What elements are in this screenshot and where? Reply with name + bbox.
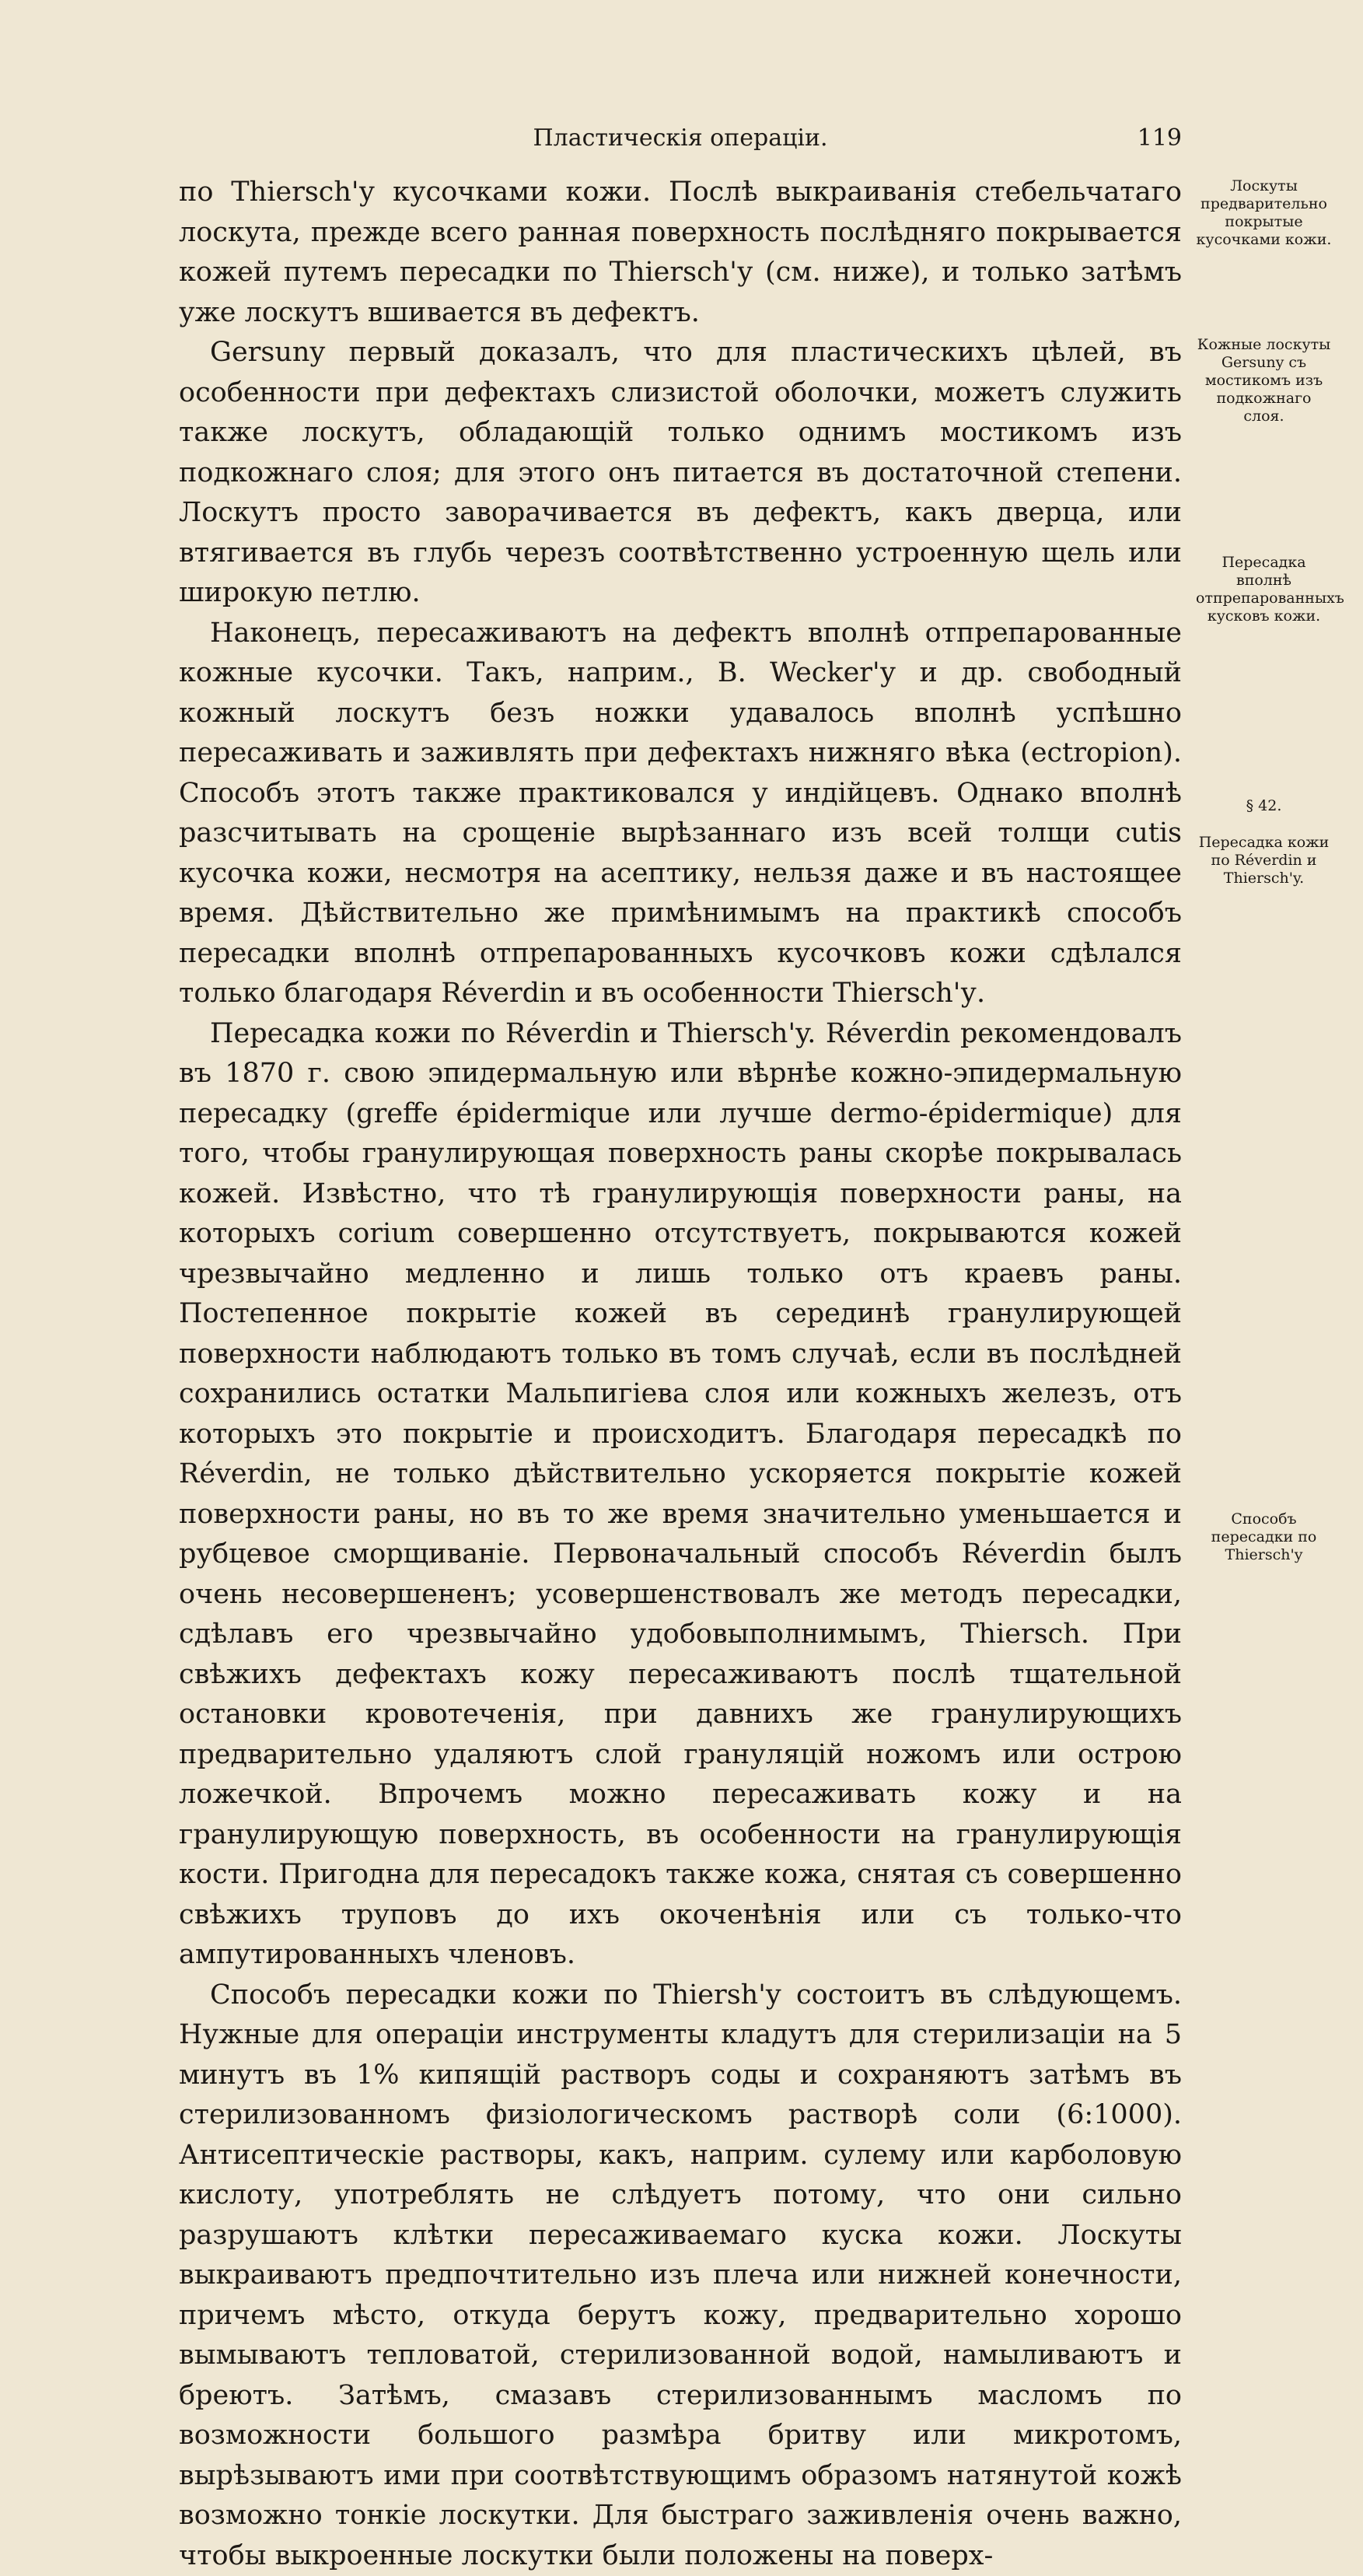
margin-note-2: Кожные лоскуты Gersuny съ мостикомъ изъ подкожнаго слоя. — [1196, 336, 1332, 425]
running-header — [179, 124, 1182, 156]
paragraph-4: Пересадка кожи по Réverdin и Thiersch'y. Réverdin рекомендовалъ въ 1870 г. свою эпидермальную или вѣрнѣе кожно-эпидермальную пересадку (greffe épidermique или лучше dermo-épidermique) для того, чтобы гранулирующая поверхность раны скорѣе покрывалась кожей. Извѣстно, что тѣ гранулирующія поверхности раны, на которыхъ corium совершенно отсутствуетъ, покрываются кожей чрезвычайно медленно и лишь только отъ краевъ раны. Постепенное покрытіе кожей въ серединѣ гранулирующей поверхности наблюдаютъ только въ томъ случаѣ, если въ послѣдней сохранились остатки Мальпигіева слоя или кожныхъ железъ, отъ которыхъ это покрытіе и происходитъ. Благодаря пересадкѣ по Réverdin, не только дѣйствительно ускоряется покрытіе кожей поверхности раны, но въ то же время значительно уменьшается и рубцевое сморщиваніе. Первоначальный способъ Réverdin былъ очень несовершененъ; усовершенствовалъ же методъ пересадки, сдѣлавъ его чрезвычайно удобовыполнимымъ, Thiersch. При свѣжихъ дефектахъ кожу пересаживаютъ послѣ тщательной остановки кровотеченія, при давнихъ же гранулирующихъ предварительно удаляютъ слой грануляцій ножомъ или острою ложечкой. Впрочемъ можно пересаживать кожу и на гранулирующую поверхность, въ особенности на гранулирующія кости. Пригодна для пересадокъ также кожа, снятая съ совершенно свѣжихъ труповъ до ихъ окоченѣнія или съ только-что ампутированныхъ членовъ. — [179, 1014, 1182, 1976]
margin-note-4: Пересадка кожи по Réverdin и Thiersch'y. — [1196, 834, 1332, 887]
margin-note-5: Способъ пересадки по Thiersch'y — [1196, 1510, 1332, 1564]
paragraph-5: Способъ пересадки кожи по Thiersh'y состоитъ въ слѣдующемъ. Нужные для операціи инструменты кладутъ для стерилизаціи на 5 минутъ въ 1% кипящій растворъ соды и сохраняютъ затѣмъ въ стерилизованномъ физіологическомъ растворѣ соли (6:1000). Антисептическіе растворы, какъ, наприм. сулему или карболовую кислоту, употреблять не слѣдуетъ потому, что они сильно разрушаютъ клѣтки пересаживаемаго куска кожи. Лоскуты выкраиваютъ предпочтительно изъ плеча или нижней конечности, причемъ мѣсто, откуда берутъ кожу, предварительно хорошо вымываютъ тепловатой, стерилизованной водой, намыливаютъ и бреютъ. Затѣмъ, смазавъ стерилизованнымъ масломъ по возможности большого размѣра бритву или микротомъ, вырѣзываютъ ими при соотвѣтствующимъ образомъ натянутой кожѣ возможно тонкіе лоскутки. Для быстраго заживленія очень важно, чтобы выкроенные лоскутки были положены на поверх- — [179, 1976, 1182, 2576]
section-number: § 42. — [1196, 797, 1332, 815]
running-title: Пластическія операціи. — [179, 124, 1182, 152]
paragraph-3: Наконецъ, пересаживаютъ на дефектъ вполнѣ отпрепарованные кожные кусочки. Такъ, наприм., B. Wecker'у и др. свободный кожный лоскутъ безъ ножки удавалось вполнѣ успѣшно пересаживать и заживлять при дефектахъ нижняго вѣка (ectropion). Способъ этотъ также практиковался у индійцевъ. Однако вполнѣ разсчитывать на срощеніе вырѣзаннаго изъ всей толщи cutis кусочка кожи, несмотря на асептику, нельзя даже и въ настоящее время. Дѣйствительно же примѣнимымъ на практикѣ способъ пересадки вполнѣ отпрепарованныхъ кусочковъ кожи сдѣлался только благодаря Réverdin и въ особенности Thiersch'у. — [179, 614, 1182, 1014]
page-number: 119 — [1138, 124, 1182, 152]
main-text — [179, 173, 1182, 2576]
margin-note-3: Пересадка вполнѣ отпрепарованныхъ кусковъ кожи. — [1196, 554, 1332, 625]
margin-note-1: Лоскуты предварительно покрытые кусочками кожи. — [1196, 177, 1332, 249]
paragraph-2: Gersuny первый доказалъ, что для пластическихъ цѣлей, въ особенности при дефектахъ слизистой оболочки, можетъ служить также лоскутъ, обладающій только однимъ мостикомъ изъ подкожнаго слоя; для этого онъ питается въ достаточной степени. Лоскутъ просто заворачивается въ дефектъ, какъ дверца, или втягивается въ глубь черезъ соотвѣтственно устроенную щель или широкую петлю. — [179, 333, 1182, 614]
paragraph-1: по Thiersch'у кусочками кожи. Послѣ выкраиванія стебельчатаго лоскута, прежде всего раннaя поверхность послѣдняго покрывается кожей путемъ пересадки по Thiersch'у (см. ниже), и только затѣмъ уже лоскутъ вшивается въ дефектъ. — [179, 173, 1182, 333]
